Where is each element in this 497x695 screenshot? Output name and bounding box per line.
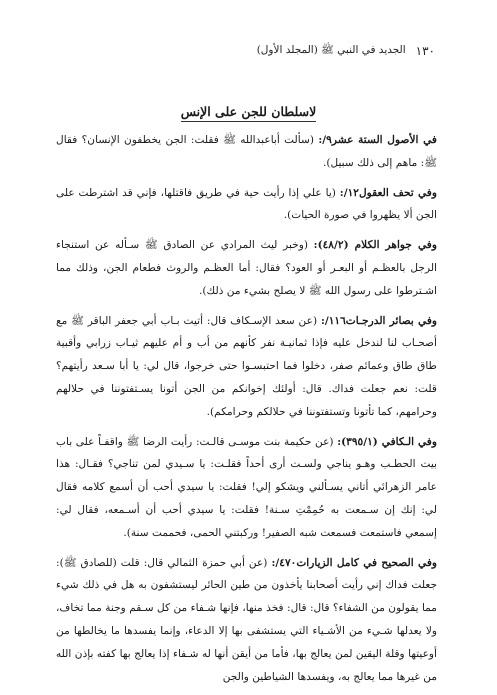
paragraph-3 <box>56 234 437 302</box>
book-title: الجديد في النبي ﷺ (المجلد الأول) <box>256 44 406 56</box>
source-reference: وفي الصحيح في كامل الزيارات٤٧٠/: <box>271 556 437 569</box>
section-title: لاسلطان للجن على الإنس <box>181 104 317 122</box>
paragraph-text: (سألت أباعبدالله ﷺ فقلت: الجن يخطفون الإنسان؟ فقال ﷺ: ماهم إلى ذلك سبيل). <box>56 134 437 169</box>
paragraph-text: (يا علي إذا رأيت حية في طريق فاقتلها، فإني قد اشترطت على الجن ألا يظهروا في صورة الحيات). <box>56 186 437 222</box>
body-text <box>56 129 437 695</box>
source-reference: وفي تحف العقول١٢/: <box>339 186 437 199</box>
paragraph-1 <box>56 129 437 175</box>
paragraph-6 <box>56 552 437 689</box>
running-header <box>40 44 435 59</box>
source-reference: وفي جواهر الكلام (٤٨/٢): <box>313 239 437 252</box>
paragraph-4 <box>56 310 437 424</box>
source-reference: في الأصول الستة عشر٩/: <box>318 134 437 146</box>
paragraph-5 <box>56 431 437 545</box>
paragraph-text: (عن سعد الإسـكاف قال: أتيت بـاب أبي جعفر الباقر ﷺ مع أصحـاب لنا لندخل عليه فإذا ثمانيـة نفر كأنهم من أب و أم عليهم ثيـاب زرابي وأقبية طاق طاق وعمائم صفر، دخلوا فما احتبسـوا حتى خرجوا، قال لي: يا أبا سـعد رأيتهم؟ قلت: نعم جعلت فداك. قال: أولئك إخوانكم من الجن أتونا يسـتفتوننا في حلالهم وحرامهم، كما تأتونا وتستفتوننا في حلالكم وحرامكم). <box>56 314 437 418</box>
source-reference: وفي الـكافي (٣٩٥/١): <box>337 435 437 448</box>
paragraph-text: (عن أبي حمزة الثمالي قال: قلت (للصادق ﷺ): جعلت فداك إني رأيت أصحابنا يأخذون من طين الحائر ليستشفون به هل في ذلك شيء مما يقولون من الشفاء؟ قال: قال: فخذ منها، فإنها شـفاء من كل سـقم وجنة مما تخاف، ولا يعدلها شـيء من الأشـياء التي يستشفى بها إلا الدعاء، وإنما يفسدها ما يخالطها من أوعيتها وقلة اليقين لمن يعالج بها، فأما من أيقن أنها له شـفاء إذا يعالج بها كفته بإذن الله من غيرها مما يعالج به، ويفسدها الشياطين والجن <box>56 556 437 683</box>
paragraph-text: (عن حكيمة بنت موسـى قالـت: رأيت الرضا ﷺ واقفـاً على باب بيت الحطـب وهـو يناجي ولسـت أرى أحداً فقلـت: يا سـيدي لمن تناجي؟ فقـال: هذا عامر الزهرائي أتاني يسـألني ويشكو إلي! فقلت: يا سيدي أحب أن أسمع كلامه فقال لي: إنك إن سـمعت به حُمِمْتِ سـنة! فقلت: يا سيدي أحب أن أسـمعه، فقال لي: إسمعي فاستمعت فسمعت شبه الصفير! وركبتني الحمى، فحممت سنة). <box>56 435 437 539</box>
page-number: ١٣٠ <box>415 44 435 58</box>
paragraph-2 <box>56 182 437 228</box>
section-heading <box>0 101 497 122</box>
paragraph-text: (وخبر ليث المرادي عن الصادق ﷺ سـأله عن استنجاء الرجل بالعظـم أو البعـر أو العود؟ فقال: أما العظـم والروث فطعام الجن، وذلك مما اشـترطوا على رسول الله ﷺ لا يصلح بشيء من ذلك). <box>56 239 437 297</box>
source-reference: وفي بصائر الدرجـات١١٦/: <box>320 314 438 327</box>
